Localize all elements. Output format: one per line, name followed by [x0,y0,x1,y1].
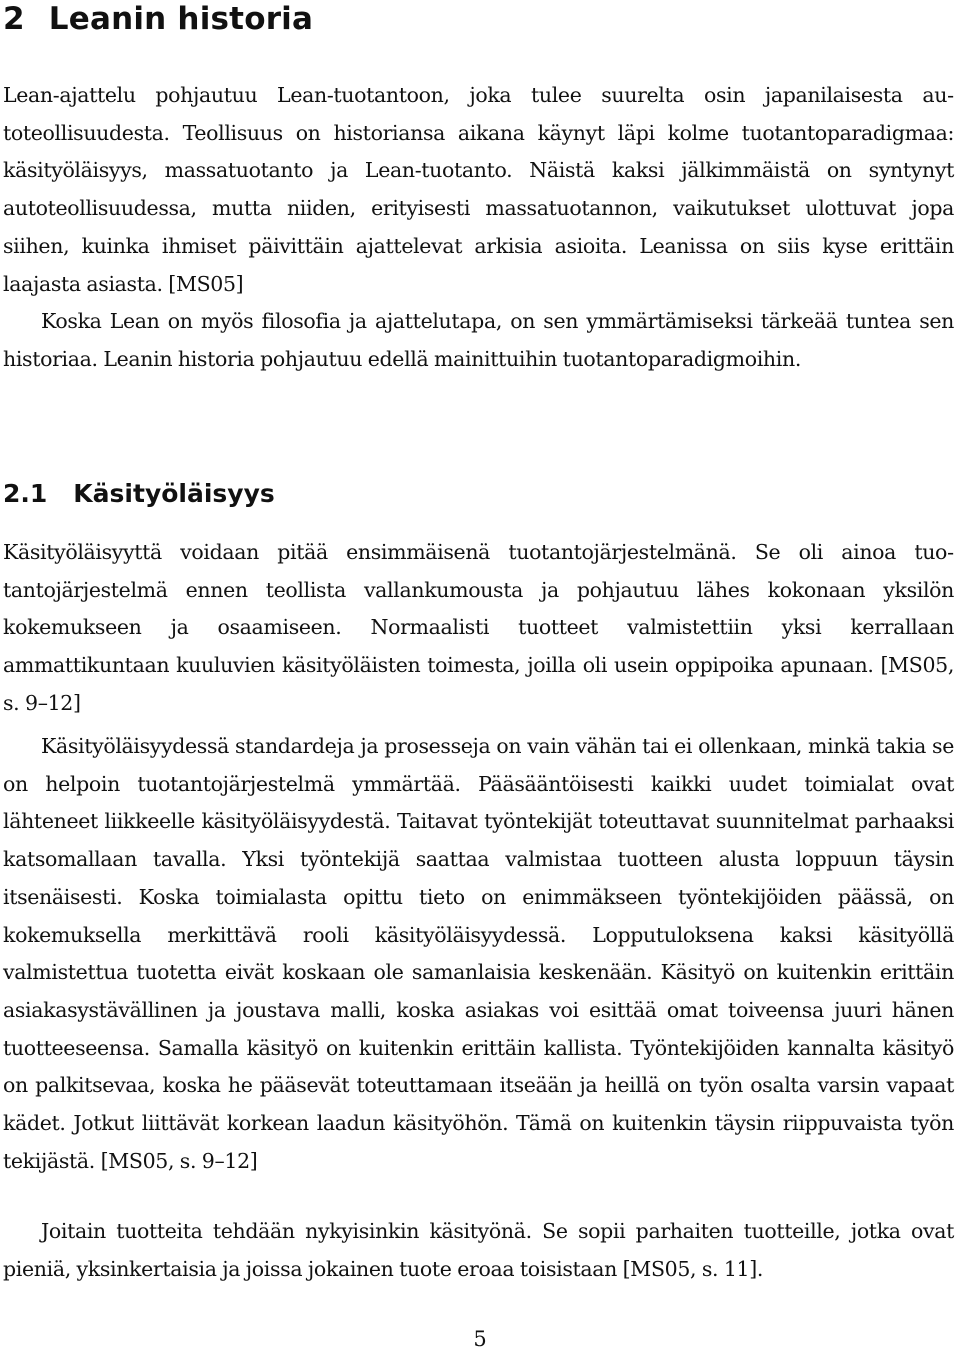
paragraph-craft-intro: Käsityöläisyyttä voidaan pitää ensimmäisenä tuotantojärjestelmänä. Se oli ainoa tuotantojärjestelmä ennen teollista vallankumousta ja pohjautuu lähes kokonaan yksilön kokemukseen ja osaamiseen. Normaalisti tuotteet valmistettiin yksi kerrallaan ammattikuntaan kuuluvien käsityöläisten toimesta, joilla oli usein oppipoika apunaan. [MS05, s. 9–12] [3,540,954,715]
section-heading [3,478,275,510]
section-title: Käsityöläisyys [73,479,275,508]
page-number: 5 [473,1327,487,1351]
chapter-title: Leanin historia [48,1,314,37]
paragraph-history: Koska Lean on myös filosofia ja ajattelutapa, on sen ymmärtämiseksi tärkeää tuntea sen historiaa. Leanin historia pohjautuu edellä mainittuihin tuotantoparadigmoihin. [3,309,954,371]
chapter-heading [3,0,313,38]
paragraph-craft-details: Käsityöläisyydessä standardeja ja prosesseja on vain vähän tai ei ollenkaan, minkä takia se on helpoin tuotantojärjestelmä ymmärtää. Pääsääntöisesti kaikki uudet toimialat ovat lähteneet liikkeelle käsityöläisyydestä. Taitavat työntekijät toteuttavat suunnitelmat parhaaksi katsomallaan tavalla. Yksi työntekijä saattaa valmistaa tuotteen alusta loppuun täysin itsenäisesti. Koska toimialasta opittu tieto on enimmäkseen työntekijöiden päässä, on kokemuksella merkittävä rooli käsityöläisyydessä. Lopputuloksena kaksi käsityöllä valmistettua tuotetta eivät koskaan ole samanlaisia keskenään. Käsityö on kuitenkin erittäin asiakasystävällinen ja joustava malli, koska asiakas voi esittää omat toiveensa juuri hänen tuotteeseensa. Samalla käsityö on kuitenkin erittäin kallista. Työntekijöiden kannalta käsityö on palkitsevaa, koska he pääsevät toteuttamaan itseään ja heillä on työn osalta varsin vapaat kädet. Jotkut liittävät korkean laadun käsityöhön. Tämä on kuitenkin täysin riippuvaista työn tekijästä. [MS05, s. 9–12] [3,734,954,1173]
section-number: 2.1 [3,479,48,508]
chapter-number: 2 [3,1,25,37]
paragraph-craft-today: Joitain tuotteita tehdään nykyisinkin käsityönä. Se sopii parhaiten tuotteille, jotka ovat pieniä, yksinkertaisia ja joissa jokainen tuote eroaa toisistaan [MS05, s. 11]. [3,1219,954,1281]
paragraph-intro: Lean-ajattelu pohjautuu Lean-tuotantoon, joka tulee suurelta osin japanilaisesta autoteollisuudesta. Teollisuus on historiansa aikana käynyt läpi kolme tuotantoparadigmaa: käsityöläisyys, massatuotanto ja Lean-tuotanto. Näistä kaksi jälkimmäistä on syntynyt autoteollisuudessa, mutta niiden, erityisesti massatuotannon, vaikutukset ulottuvat jopa siihen, kuinka ihmiset päivittäin ajattelevat arkisia asioita. Leanissa on siis kyse erittäin laajasta asiasta. [MS05] [3,83,954,296]
